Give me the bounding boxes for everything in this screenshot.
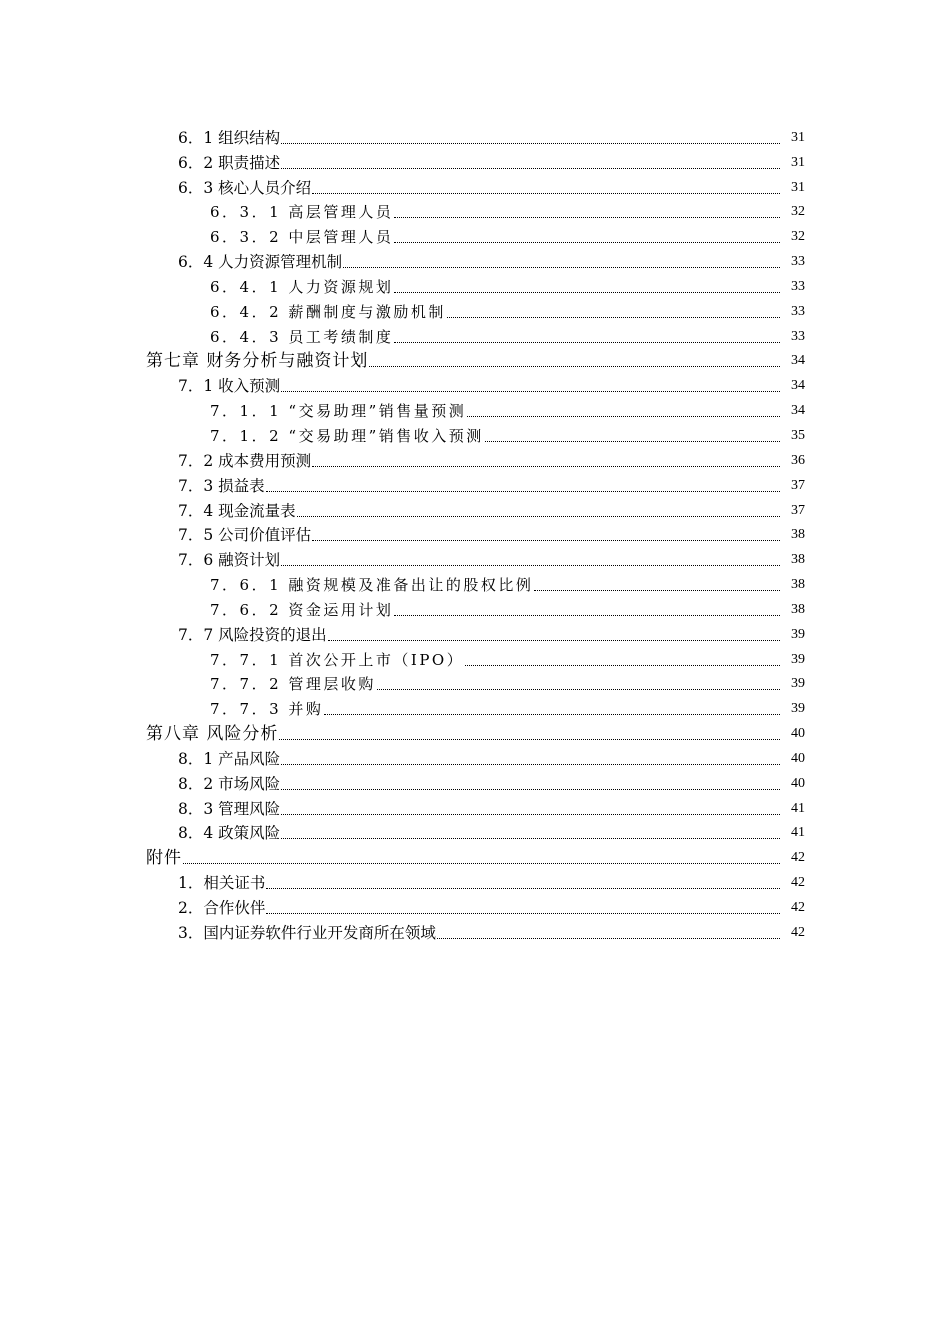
toc-entry-label: 附件 bbox=[146, 848, 182, 869]
dot-leader bbox=[281, 143, 780, 144]
toc-entry-page-number: 33 bbox=[791, 303, 805, 319]
toc-entry-page-number: 36 bbox=[791, 452, 805, 468]
toc-entry-label: 6．4 人力资源管理机制 bbox=[178, 253, 343, 272]
toc-entry-page-number: 31 bbox=[791, 179, 805, 195]
dot-leader bbox=[328, 640, 780, 641]
toc-entry-label: 8．4 政策风险 bbox=[178, 824, 281, 843]
toc-entry-page-number: 42 bbox=[791, 850, 805, 866]
toc-entry-label: 7．6．1 融资规模及准备出让的股权比例 bbox=[210, 576, 534, 595]
toc-entry[interactable] bbox=[0, 448, 950, 473]
toc-entry-page-number: 35 bbox=[791, 427, 805, 443]
dot-leader bbox=[394, 342, 780, 343]
toc-entry-label: 6．3．2 中层管理人员 bbox=[210, 228, 394, 247]
toc-entry[interactable] bbox=[0, 721, 950, 746]
toc-entry-label: 7．4 现金流量表 bbox=[178, 501, 296, 520]
toc-entry-label: 第七章 财务分析与融资计划 bbox=[146, 351, 369, 372]
dot-leader bbox=[324, 714, 780, 715]
toc-entry[interactable] bbox=[0, 249, 950, 274]
toc-entry[interactable] bbox=[0, 125, 950, 150]
dot-leader bbox=[312, 466, 780, 467]
toc-entry[interactable] bbox=[0, 349, 950, 374]
dot-leader bbox=[437, 938, 780, 939]
dot-leader bbox=[394, 292, 780, 293]
toc-entry-page-number: 40 bbox=[791, 726, 805, 742]
toc-entry[interactable] bbox=[0, 672, 950, 697]
toc-entry[interactable] bbox=[0, 821, 950, 846]
dot-leader bbox=[534, 590, 780, 591]
dot-leader bbox=[183, 863, 780, 864]
toc-entry-label: 8．2 市场风险 bbox=[178, 774, 281, 793]
dot-leader bbox=[281, 764, 780, 765]
toc-entry-page-number: 32 bbox=[791, 204, 805, 220]
toc-entry-page-number: 42 bbox=[791, 875, 805, 891]
toc-entry-page-number: 34 bbox=[791, 378, 805, 394]
toc-entry-label: 6．1 组织结构 bbox=[178, 128, 281, 147]
toc-entry[interactable] bbox=[0, 150, 950, 175]
toc-entry-label: 7．7．3 并购 bbox=[210, 700, 324, 719]
toc-entry[interactable] bbox=[0, 373, 950, 398]
toc-entry[interactable] bbox=[0, 473, 950, 498]
toc-entry-label: 7．1．2 “交易助理”销售收入预测 bbox=[210, 426, 484, 445]
toc-entry[interactable] bbox=[0, 423, 950, 448]
toc-entry-page-number: 40 bbox=[791, 775, 805, 791]
toc-entry-page-number: 33 bbox=[791, 278, 805, 294]
toc-entry[interactable] bbox=[0, 274, 950, 299]
dot-leader bbox=[485, 441, 780, 442]
toc-entry-label: 7．7 风险投资的退出 bbox=[178, 625, 327, 644]
dot-leader bbox=[279, 739, 780, 740]
dot-leader bbox=[281, 838, 780, 839]
dot-leader bbox=[467, 416, 780, 417]
toc-entry-page-number: 42 bbox=[791, 900, 805, 915]
toc-entry[interactable] bbox=[0, 696, 950, 721]
toc-entry-page-number: 38 bbox=[791, 527, 805, 543]
toc-entry-label: 7．1．1 “交易助理”销售量预测 bbox=[210, 402, 467, 421]
toc-entry[interactable] bbox=[0, 498, 950, 523]
toc-entry-label: 7．3 损益表 bbox=[178, 476, 265, 495]
toc-entry-page-number: 37 bbox=[791, 502, 805, 518]
dot-leader bbox=[447, 317, 780, 318]
toc-entry-page-number: 33 bbox=[791, 328, 805, 344]
toc-entry[interactable] bbox=[0, 572, 950, 597]
toc-entry-label: 7．1 收入预测 bbox=[178, 377, 281, 396]
dot-leader bbox=[266, 913, 780, 914]
toc-entry-page-number: 32 bbox=[791, 229, 805, 245]
toc-entry[interactable] bbox=[0, 895, 950, 920]
toc-entry[interactable] bbox=[0, 845, 950, 870]
toc-entry[interactable] bbox=[0, 324, 950, 349]
dot-leader bbox=[343, 267, 780, 268]
dot-leader bbox=[312, 540, 780, 541]
toc-entry-page-number: 39 bbox=[791, 651, 805, 667]
toc-entry-page-number: 39 bbox=[791, 626, 805, 642]
toc-entry-page-number: 39 bbox=[791, 701, 805, 717]
toc-entry-page-number: 38 bbox=[791, 601, 805, 617]
dot-leader bbox=[297, 516, 780, 517]
dot-leader bbox=[281, 789, 780, 790]
toc-entry[interactable] bbox=[0, 771, 950, 796]
toc-entry-label: 6．4．3 员工考绩制度 bbox=[210, 327, 394, 346]
dot-leader bbox=[281, 168, 780, 169]
dot-leader bbox=[281, 814, 780, 815]
toc-entry-label: 8．1 产品风险 bbox=[178, 749, 281, 768]
table-of-contents bbox=[0, 125, 950, 945]
toc-entry[interactable] bbox=[0, 746, 950, 771]
toc-entry[interactable] bbox=[0, 523, 950, 548]
dot-leader bbox=[377, 689, 780, 690]
toc-entry-label: 第八章 风险分析 bbox=[146, 724, 279, 745]
toc-entry-label: 1．相关证书 bbox=[178, 874, 266, 893]
toc-entry-page-number: 33 bbox=[791, 254, 805, 270]
dot-leader bbox=[394, 615, 780, 616]
toc-entry-page-number: 31 bbox=[791, 154, 805, 170]
dot-leader bbox=[281, 565, 780, 566]
toc-entry[interactable] bbox=[0, 175, 950, 200]
toc-entry-label: 6．2 职责描述 bbox=[178, 153, 281, 172]
dot-leader bbox=[394, 242, 780, 243]
toc-entry-page-number: 42 bbox=[791, 924, 805, 940]
dot-leader bbox=[312, 193, 780, 194]
dot-leader bbox=[266, 888, 780, 889]
toc-entry[interactable] bbox=[0, 299, 950, 324]
toc-entry[interactable] bbox=[0, 796, 950, 821]
dot-leader bbox=[465, 665, 780, 666]
toc-entry[interactable] bbox=[0, 622, 950, 647]
toc-entry[interactable] bbox=[0, 920, 950, 945]
toc-entry-label: 7．6 融资计划 bbox=[178, 551, 281, 570]
toc-entry-page-number: 41 bbox=[791, 825, 805, 841]
toc-entry[interactable] bbox=[0, 647, 950, 672]
toc-entry-label: 6．4．1 人力资源规划 bbox=[210, 277, 394, 296]
toc-entry-label: 6．4．2 薪酬制度与激励机制 bbox=[210, 302, 446, 321]
toc-entry[interactable] bbox=[0, 870, 950, 895]
toc-entry[interactable] bbox=[0, 398, 950, 423]
dot-leader bbox=[281, 391, 780, 392]
toc-entry[interactable] bbox=[0, 597, 950, 622]
toc-entry-label: 8．3 管理风险 bbox=[178, 799, 281, 818]
toc-entry-page-number: 37 bbox=[791, 477, 805, 493]
toc-entry-label: 7．7．2 管理层收购 bbox=[210, 675, 376, 694]
dot-leader bbox=[266, 491, 780, 492]
toc-entry-page-number: 34 bbox=[791, 403, 805, 419]
toc-entry-page-number: 40 bbox=[791, 750, 805, 766]
toc-entry-page-number: 34 bbox=[791, 353, 805, 369]
toc-entry-page-number: 41 bbox=[791, 800, 805, 816]
toc-entry[interactable] bbox=[0, 547, 950, 572]
toc-entry-label: 6．3 核心人员介绍 bbox=[178, 178, 312, 197]
toc-entry[interactable] bbox=[0, 224, 950, 249]
dot-leader bbox=[394, 217, 780, 218]
toc-entry-page-number: 38 bbox=[791, 552, 805, 568]
toc-entry-label: 3．国内证券软件行业开发商所在领域 bbox=[178, 923, 436, 942]
toc-entry-label: 2．合作伙伴 bbox=[178, 899, 266, 917]
toc-entry-label: 7．2 成本费用预测 bbox=[178, 451, 312, 470]
toc-entry[interactable] bbox=[0, 200, 950, 225]
toc-entry-page-number: 31 bbox=[791, 129, 805, 145]
toc-entry-label: 7．6．2 资金运用计划 bbox=[210, 600, 394, 619]
toc-entry-page-number: 38 bbox=[791, 577, 805, 593]
toc-entry-label: 6．3．1 高层管理人员 bbox=[210, 203, 394, 222]
dot-leader bbox=[369, 366, 780, 367]
toc-entry-label: 7．7．1 首次公开上市（IPO） bbox=[210, 650, 465, 669]
toc-entry-page-number: 39 bbox=[791, 676, 805, 692]
toc-entry-label: 7．5 公司价值评估 bbox=[178, 526, 312, 545]
